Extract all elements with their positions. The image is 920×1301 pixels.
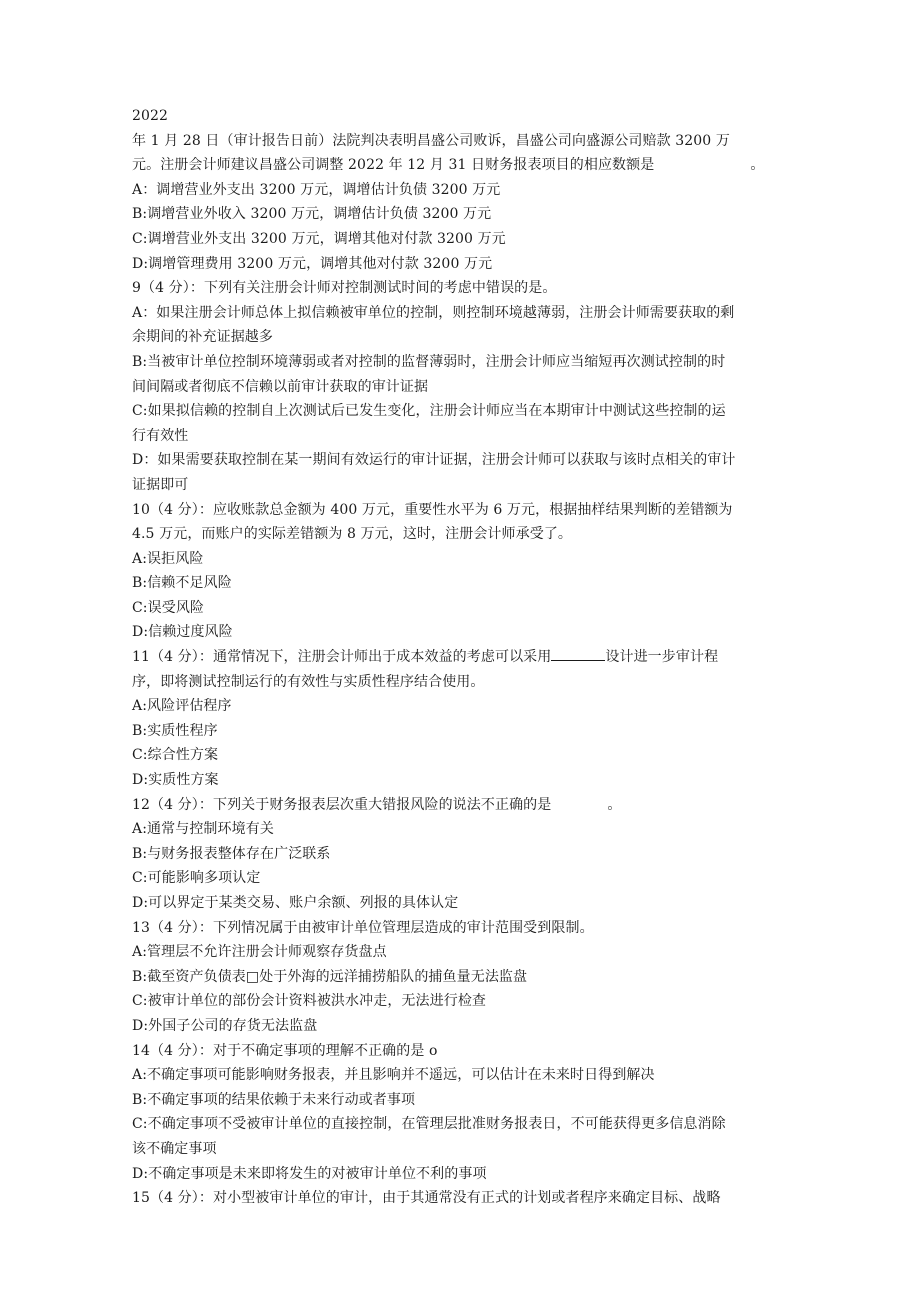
q12-stem <box>132 793 797 818</box>
q8-stem-end: 。 <box>750 157 765 174</box>
q11-option-a: A:风险评估程序 <box>132 698 232 715</box>
q14-option-d: D:不确定事项是未来即将发生的对被审计单位不利的事项 <box>132 1165 487 1182</box>
q13-option-c: C:被审计单位的部份会计资料被洪水冲走，无法进行检查 <box>132 993 487 1010</box>
q10-stem-line-1: 10（4 分）：应收账款总金额为 400 万元，重要性水平为 6 万元，根据抽样结果判断的差错额为 <box>132 501 733 518</box>
answer-blank <box>551 646 605 661</box>
q11-stem-text: 11（4 分）：通常情况下，注册会计师出于成本效益的考虑可以采用 <box>132 649 552 666</box>
q9-option-a-line-2: 余期间的补充证据越多 <box>132 329 273 346</box>
q11-stem-line-2: 序，即将测试控制运行的有效性与实质性程序结合使用。 <box>132 673 485 690</box>
q14-stem: 14（4 分）：对于不确定事项的理解不正确的是 o <box>132 1042 438 1059</box>
q11-option-c: C:综合性方案 <box>132 747 219 764</box>
q10-option-c: C:误受风险 <box>132 599 205 616</box>
q9-option-b-line-1: B:当被审计单位控制环境薄弱或者对控制的监督薄弱时，注册会计师应当缩短再次测试控制的时 <box>132 353 726 370</box>
q11-option-d: D:实质性方案 <box>132 772 219 789</box>
q8-option-c: C:调增营业外支出 3200 万元，调增其他对付款 3200 万元 <box>132 230 506 247</box>
document-page <box>132 104 797 1211</box>
q14-option-b: B:不确定事项的结果依赖于未来行动或者事项 <box>132 1091 416 1108</box>
q11-option-b: B:实质性程序 <box>132 722 218 739</box>
q8-option-a: A：调增营业外支出 3200 万元，调增估计负债 3200 万元 <box>132 181 501 198</box>
q9-option-b-line-2: 间间隔或者彻底不信赖以前审计获取的审计证据 <box>132 378 429 395</box>
q8-stem-line-2 <box>132 153 797 178</box>
q14-option-c-line-2: 该不确定事项 <box>132 1140 217 1157</box>
q12-option-b: B:与财务报表整体存在广泛联系 <box>132 845 331 862</box>
q12-stem-end: 。 <box>607 796 622 813</box>
q8-option-d: D:调增管理费用 3200 万元，调增其他对付款 3200 万元 <box>132 255 493 272</box>
q10-option-b: B:信赖不足风险 <box>132 575 232 592</box>
q13-option-d: D:外国子公司的存货无法监盘 <box>132 1017 318 1034</box>
q10-option-a: A:误拒风险 <box>132 550 204 567</box>
q12-option-c: C:可能影响多项认定 <box>132 870 261 887</box>
q9-option-a-line-1: A：如果注册会计师总体上拟信赖被审单位的控制，则控制环境越薄弱，注册会计师需要获取的剩 <box>132 304 735 321</box>
q14-option-a: A:不确定事项可能影响财务报表，并且影响并不遥远，可以估计在未来时日得到解决 <box>132 1067 655 1084</box>
q8-stem-line-1: 年 1 月 28 日（审计报告日前）法院判决表明昌盛公司败诉，昌盛公司向盛源公司赔款 3200 万 <box>132 132 730 149</box>
q9-option-c-line-2: 行有效性 <box>132 427 189 444</box>
q13-option-b: B:截至资产负债表□处于外海的远洋捕捞船队的捕鱼量无法监盘 <box>132 968 528 985</box>
q9-option-c-line-1: C:如果拟信赖的控制自上次测试后已发生变化，注册会计师应当在本期审计中测试这些控制的运 <box>132 403 726 420</box>
q8-year-line: 2022 <box>132 108 169 124</box>
q10-option-d: D:信赖过度风险 <box>132 624 233 641</box>
q10-stem-line-2: 4.5 万元，而账户的实际差错额为 8 万元，这时，注册会计师承受了。 <box>132 526 573 543</box>
q12-option-a: A:通常与控制环境有关 <box>132 821 274 838</box>
q12-option-d: D:可以界定于某类交易、账户余额、列报的具体认定 <box>132 895 459 911</box>
q13-stem: 13（4 分）：下列情况属于由被审计单位管理层造成的审计范围受到限制。 <box>132 919 594 936</box>
q12-stem-text: 12（4 分）：下列关于财务报表层次重大错报风险的说法不正确的是 <box>132 796 552 813</box>
q9-option-d-line-1: D：如果需要获取控制在某一期间有效运行的审计证据，注册会计师可以获取与该时点相关的审计 <box>132 452 736 469</box>
q14-option-c-line-1: C:不确定事项不受被审计单位的直接控制，在管理层批准财务报表日，不可能获得更多信息消除 <box>132 1116 726 1133</box>
q15-stem: 15（4 分）：对小型被审计单位的审计，由于其通常没有正式的计划或者程序来确定目标、战略 <box>132 1190 721 1207</box>
q9-stem: 9（4 分）：下列有关注册会计师对控制测试时间的考虑中错误的是。 <box>132 280 557 297</box>
q11-stem-text-end: 设计进一步审计程 <box>605 649 719 666</box>
q11-stem-line-1 <box>132 645 797 670</box>
q9-option-d-line-2: 证据即可 <box>132 476 189 493</box>
q8-stem-text: 元。注册会计师建议昌盛公司调整 2022 年 12 月 31 日财务报表项目的相应数额是 <box>132 157 655 174</box>
q13-option-a: A:管理层不允许注册会计师观察存货盘点 <box>132 944 387 961</box>
q8-option-b: B:调增营业外收入 3200 万元，调增估计负债 3200 万元 <box>132 206 492 223</box>
